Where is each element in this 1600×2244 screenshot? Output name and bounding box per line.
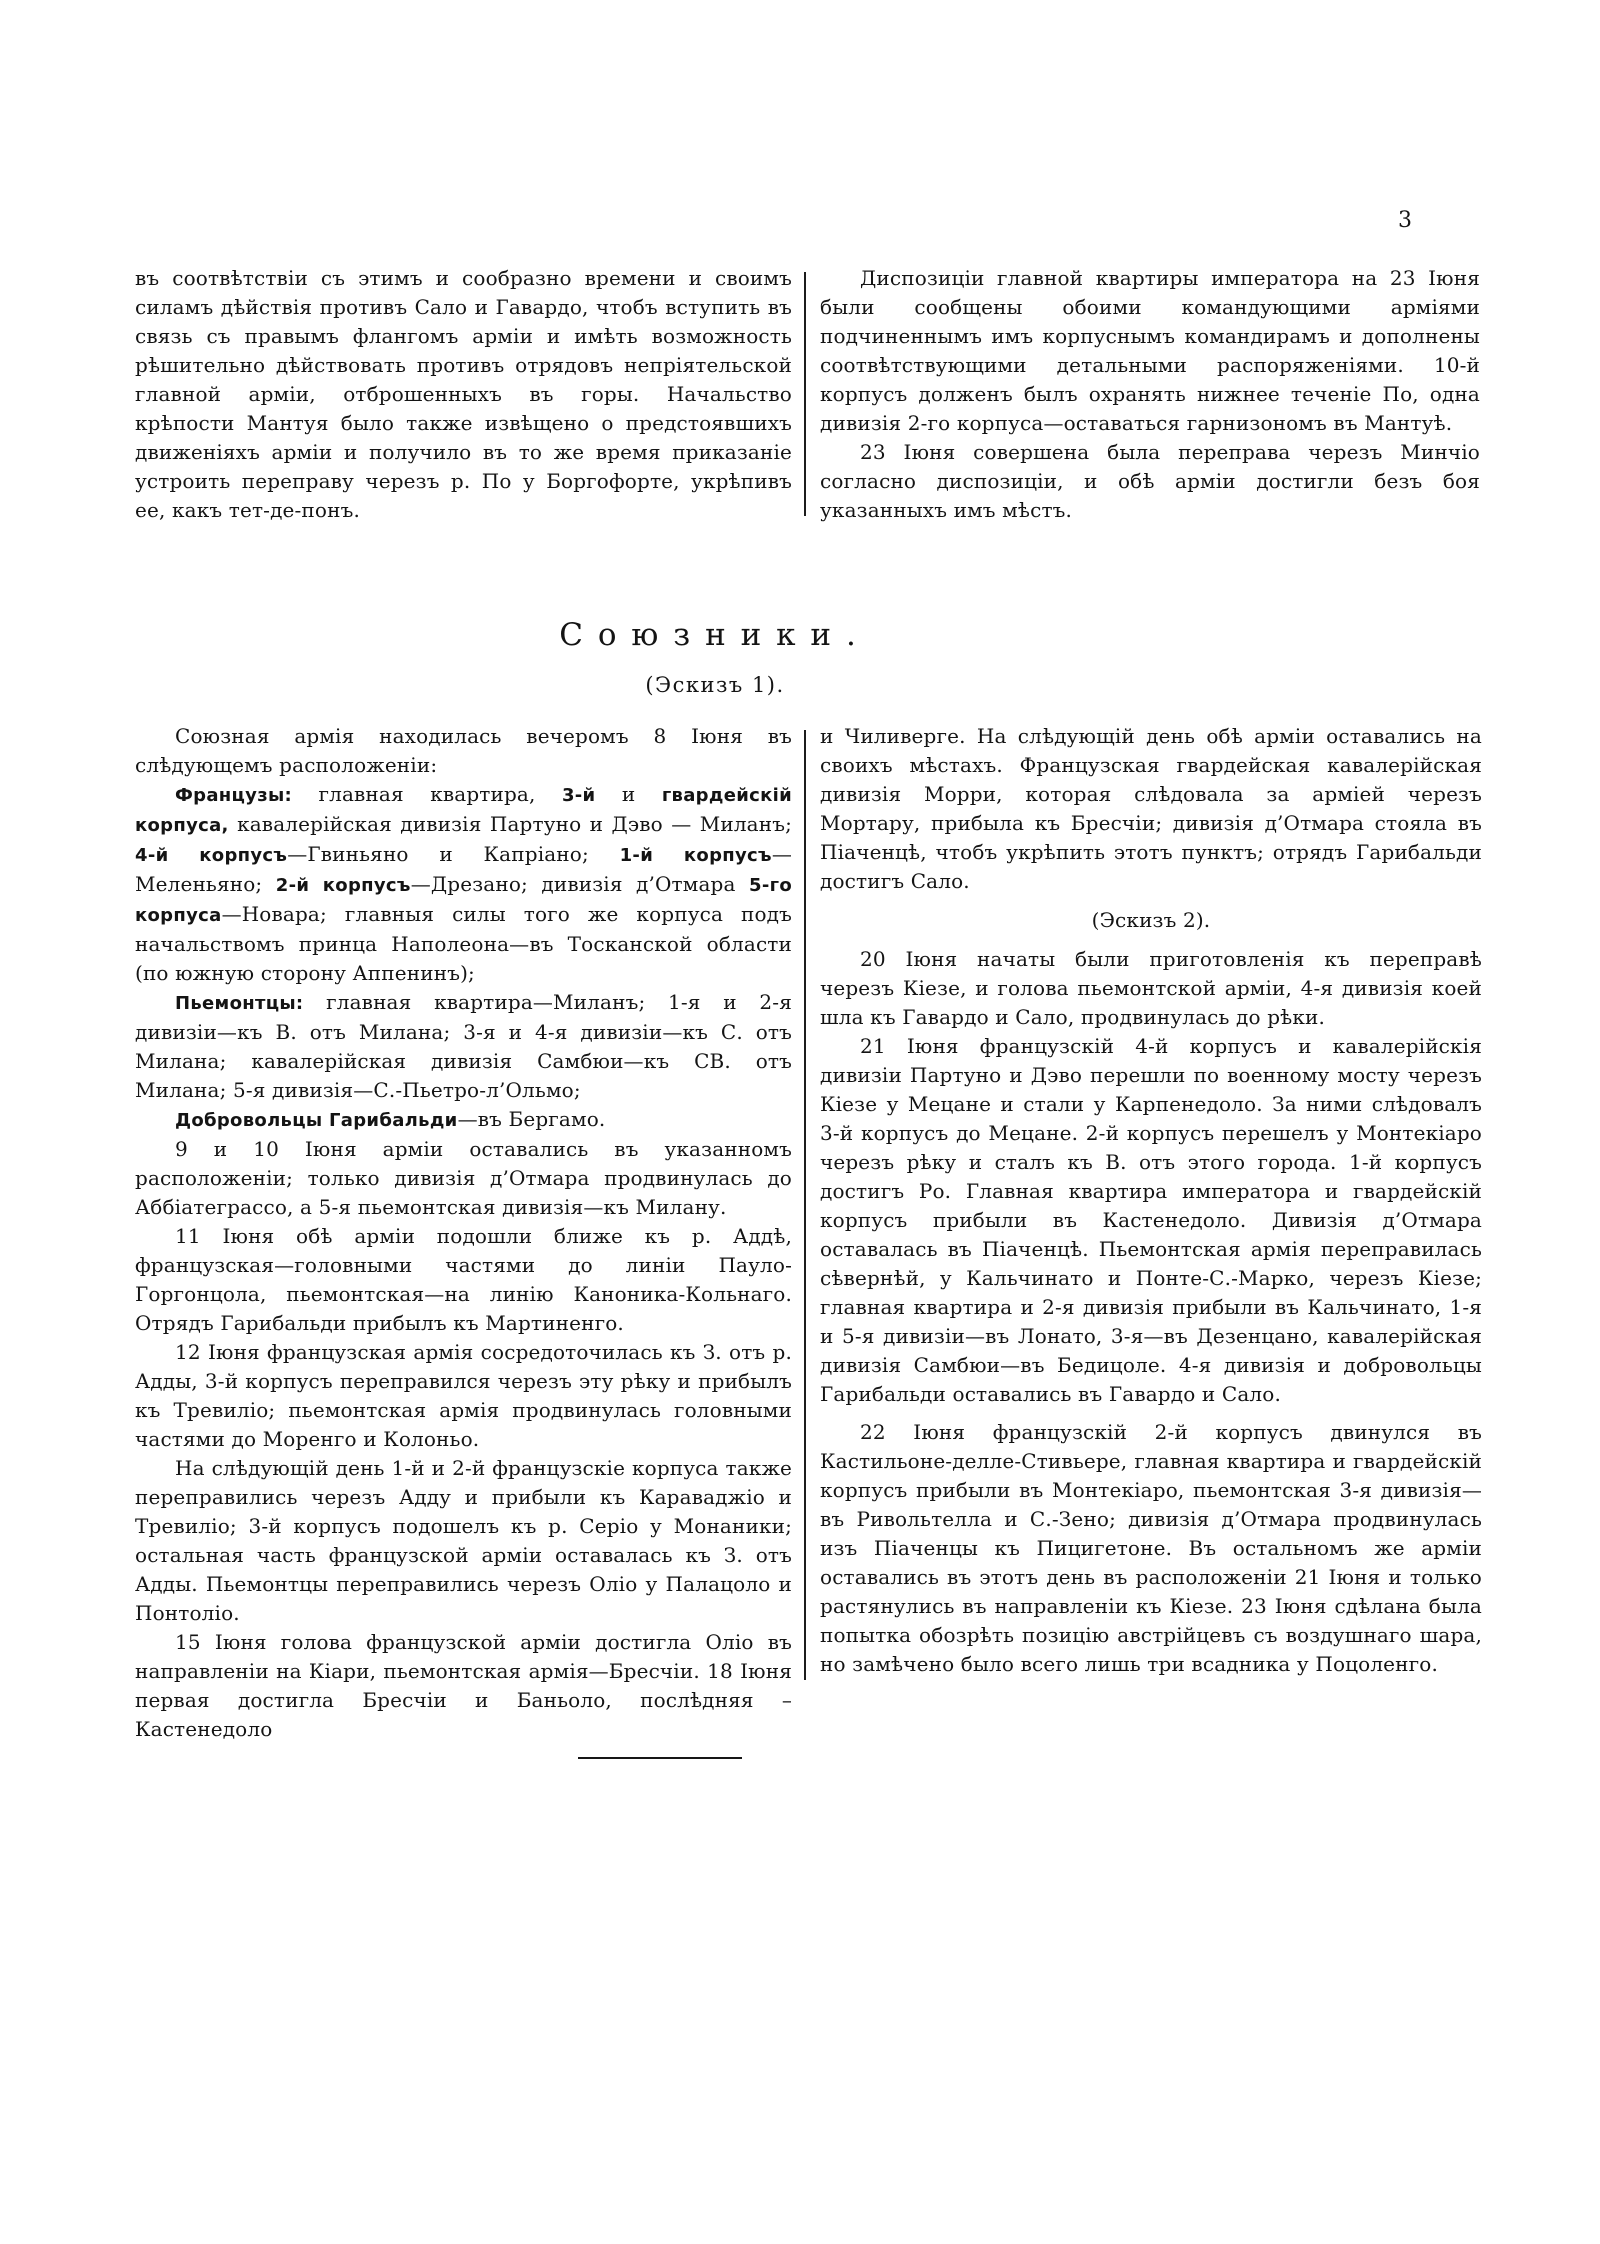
section-end-rule <box>578 1757 742 1759</box>
top-right-column <box>820 264 1480 525</box>
paragraph <box>135 780 792 988</box>
column-divider-main <box>804 730 806 1680</box>
paragraph <box>135 1338 792 1454</box>
text-run: —въ Бергамо. <box>457 1107 606 1131</box>
text-run: 20 Іюня начаты были приготовленія къ переправѣ черезъ Кіезе, и голова пьемонтской арміи, 4-я дивизія коей шла къ Гавардо и Сало, продвинулась до рѣки. <box>820 947 1482 1029</box>
text-run: 21 Іюня французскій 4-й корпусъ и кавалерійскія дивизіи Партуно и Дэво перешли по военному мосту черезъ Кіезе у Мецане и стали у Карпенедоло. За ними слѣдовалъ 3-й корпусъ до Мецане. 2-й корпусъ перешелъ у Монтекіаро черезъ рѣку и сталъ къ В. отъ этого города. 1-й корпусъ достигъ Ро. Главная квартира императора и гвардейскій корпусъ прибыли въ Кастенедоло. Дивизія д’Отмара оставалась въ Піаченцѣ. Пьемонтская армія переправилась сѣвернѣй, у Кальчинато и Понте-С.-Марко, черезъ Кіезе; главная квартира и 2-я дивизія прибыли въ Кальчинато, 1-я и 5-я дивизіи—въ Лонато, 3-я—въ Дезенцано, кавалерійская дивизія Самбюи—въ Бедицоле. 4-я дивизія и добровольцы Гарибальди оставались въ Гавардо и Сало. <box>820 1034 1482 1406</box>
page-number: 3 <box>1398 208 1412 233</box>
text-run: 15 Іюня голова французской арміи достигла Оліо въ направленіи на Кіари, пьемонтская армія—Бресчіи. 18 Іюня первая достигла Бресчіи и Баньоло, послѣдняя – Кастенедоло <box>135 1630 792 1741</box>
paragraph <box>135 1105 792 1135</box>
text-run: —Гвиньяно и Капріано; <box>287 842 620 866</box>
text-run: 9 и 10 Іюня арміи оставались въ указанномъ расположеніи; только дивизія д’Отмара продвинулась до Аббіатеграссо, а 5-я пьемонтская дивизія—къ Милану. <box>135 1137 792 1219</box>
section-title: Союзники. <box>559 617 871 653</box>
top-left-column <box>135 264 792 525</box>
sketch-caption <box>820 906 1482 935</box>
text-run: Диспозиціи главной квартиры императора на 23 Іюня были сообщены обоими командующими арміями подчиненнымъ имъ корпуснымъ командирамъ и дополнены соотвѣтствующими детальными распоряженіями. 10-й корпусъ долженъ былъ охранять нижнее теченіе По, одна дивизія 2-го корпуса—оставаться гарнизономъ въ Мантуѣ. <box>820 266 1480 435</box>
bold-run: 1-й корпусъ <box>619 845 772 866</box>
text-run: —Меленьяно; <box>135 842 792 896</box>
text-run: На слѣдующій день 1-й и 2-й французскіе корпуса также переправились черезъ Адду и прибыли къ Караваджіо и Тревиліо; 3-й корпусъ подошелъ къ р. Серіо у Монаники; остальная часть французской арміи оставалась къ З. отъ Адды. Пьемонтцы переправились черезъ Оліо у Палацоло и Понтоліо. <box>135 1456 792 1625</box>
main-left-column <box>135 722 792 1744</box>
text-run: и <box>595 782 662 806</box>
paragraph <box>135 1222 792 1338</box>
bold-run: гвардейскій корпуса, <box>135 785 792 836</box>
paragraph <box>135 988 792 1105</box>
text-run: 22 Іюня французскій 2-й корпусъ двинулся въ Кастильоне-делле-Стивьере, главная квартира и гвардейскій корпусъ прибыли въ Монтекіаро, пьемонтская 3-я дивизія—въ Ривольтелла и С.-Зено; дивизія д’Отмара продвинулась изъ Піаченцы къ Пицигетоне. Въ остальномъ же арміи оставались въ этотъ день въ расположеніи 21 Іюня и только растянулись въ направленіи къ Кіезе. 23 Іюня сдѣлана была попытка обозрѣть позицію австрійцевъ съ воздушнаго шара, но замѣчено было всего лишь три всадника у Поцоленго. <box>820 1420 1482 1676</box>
main-right-column <box>820 722 1482 1679</box>
text-run: 11 Іюня обѣ арміи подошли ближе къ р. Аддѣ, французская—головными частями до линіи Пауло-Горгонцола, пьемонтская—на линію Каноника-Кольнаго. Отрядъ Гарибальди прибылъ къ Мартиненго. <box>135 1224 792 1335</box>
paragraph <box>820 1418 1482 1679</box>
paragraph <box>135 1135 792 1222</box>
bold-run: Французы: <box>175 785 293 806</box>
bold-run: 4-й корпусъ <box>135 845 288 866</box>
bold-run: Пьемонтцы: <box>175 993 304 1014</box>
text-run: главная квартира, <box>292 782 562 806</box>
column-divider-top <box>804 272 806 516</box>
bold-run: 2-й корпусъ <box>275 875 411 896</box>
paragraph <box>820 1032 1482 1409</box>
paragraph <box>820 438 1480 525</box>
section-subtitle: (Эскизъ 1). <box>645 673 785 697</box>
paragraph <box>820 945 1482 1032</box>
text-run: кавалерійская дивизія Партуно и Дэво — Миланъ; <box>228 812 792 836</box>
text-run: Союзная армія находилась вечеромъ 8 Іюня въ слѣдующемъ расположеніи: <box>135 724 792 777</box>
paragraph <box>135 1454 792 1628</box>
text-run: 12 Іюня французская армія сосредоточилась къ З. отъ р. Адды, 3-й корпусъ переправился черезъ эту рѣку и прибылъ къ Тревиліо; пьемонтская армія продвинулась головными частями до Моренго и Колоньо. <box>135 1340 792 1451</box>
paragraph <box>135 1628 792 1744</box>
paragraph <box>135 264 792 525</box>
text-run: (Эскизъ 2). <box>1091 908 1211 932</box>
bold-run: 5-го корпуса <box>135 875 793 926</box>
text-run: 23 Іюня совершена была переправа черезъ Минчіо согласно диспозиціи, и обѣ арміи достигли безъ боя указанныхъ имъ мѣстъ. <box>820 440 1480 522</box>
text-run: главная квартира—Миланъ; 1-я и 2-я дивизіи—къ В. отъ Милана; 3-я и 4-я дивизіи—къ С. отъ Милана; кавалерійская дивизія Самбюи—къ СВ. отъ Милана; 5-я дивизія—С.-Пьетро-л’Ольмо; <box>135 990 792 1102</box>
paragraph <box>820 722 1482 896</box>
paragraph <box>135 722 792 780</box>
text-run: въ соотвѣтствіи съ этимъ и сообразно времени и своимъ силамъ дѣйствія противъ Сало и Гавардо, чтобъ вступить въ связь съ правымъ флангомъ арміи и имѣть возможность рѣшительно дѣйствовать противъ отрядовъ непріятельской главной арміи, отброшенныхъ въ горы. Начальство крѣпости Мантуя было также извѣщено о предстоявшихъ движеніяхъ арміи и получило въ то же время приказаніе устроить переправу черезъ р. По у Боргофорте, укрѣпивъ ее, какъ тет-де-понъ. <box>135 266 792 522</box>
bold-run: 3-й <box>561 785 596 806</box>
text-run: и Чиливерге. На слѣдующій день обѣ арміи оставались на своихъ мѣстахъ. Французская гвардейская кавалерійская дивизія Морри, которая слѣдовала за арміей черезъ Мортару, прибыла къ Бресчіи; дивизія д’Отмара стояла въ Піаченцѣ, чтобъ укрѣпить этотъ пунктъ; отрядъ Гарибальди достигъ Сало. <box>820 724 1482 893</box>
text-run: —Новара; главныя силы того же корпуса подъ начальствомъ принца Наполеона—въ Тосканской области (по южную сторону Аппенинъ); <box>135 902 792 985</box>
bold-run: Добровольцы Гарибальди <box>175 1110 458 1131</box>
paragraph <box>820 264 1480 438</box>
text-run: —Дрезано; дивизія д’Отмара <box>410 872 750 896</box>
